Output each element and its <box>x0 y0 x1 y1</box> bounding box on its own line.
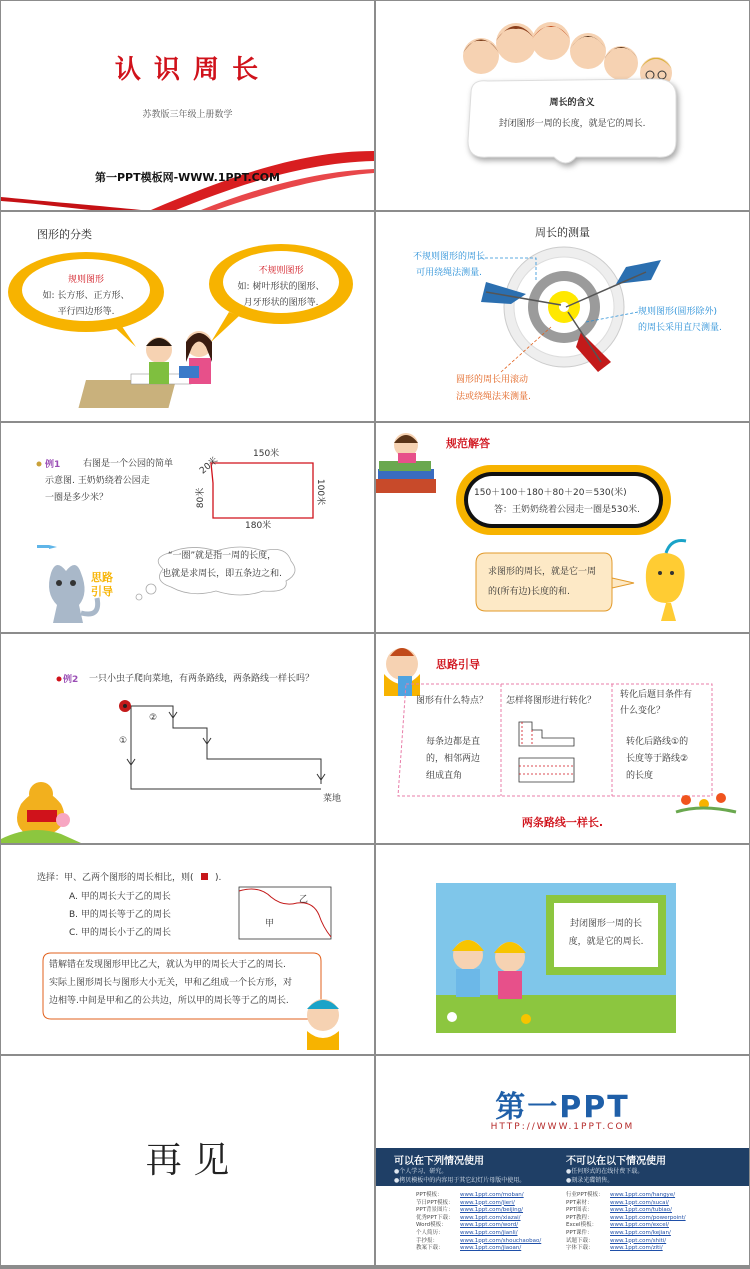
meaning-heading: 周长的含义 <box>549 98 595 108</box>
link-url[interactable]: www.1ppt.com/jieri/ <box>460 1199 515 1206</box>
slide-standard-answer[interactable] <box>376 423 749 632</box>
column-1-body-3: 组成直角 <box>426 771 463 781</box>
can-use-item-2: ●拷贝模板中的内容用于其它幻灯片母版中使用。 <box>394 1177 526 1184</box>
option-b[interactable]: B. 甲的周长等于乙的周长 <box>69 910 171 920</box>
link-url[interactable]: www.1ppt.com/hangye/ <box>610 1192 676 1198</box>
guide-label-line-1: 思路 <box>91 571 113 584</box>
shape-jia-label: 甲 <box>265 919 275 929</box>
classification-title: 图形的分类 <box>37 228 92 241</box>
regular-measure-line-2: 的周长采用直尺测量. <box>638 323 722 333</box>
link-label: Excel模板： <box>566 1222 598 1229</box>
dimension-bottom: 180米 <box>245 521 272 531</box>
brand-url[interactable]: HTTP://WWW.1PPT.COM <box>490 1122 635 1132</box>
link-url[interactable]: www.1ppt.com/kejian/ <box>610 1230 671 1236</box>
link-label: 个人简历： <box>416 1230 444 1236</box>
explanation-line-1: 错解错在发现图形甲比乙大，就认为甲的周长大于乙的周长. <box>49 960 286 970</box>
link-url[interactable]: www.1ppt.com/jiaoan/ <box>460 1245 522 1252</box>
link-label: 手抄报： <box>416 1237 439 1244</box>
option-a[interactable]: A. 甲的周长大于乙的周长 <box>69 892 171 902</box>
link-label: PPT课件： <box>566 1230 593 1236</box>
explanation-line-3: 边相等.中间是甲和乙的公共边，所以甲的周长等于乙的周长. <box>49 996 289 1006</box>
regular-shape-example-1: 如: 长方形、正方形、 <box>42 291 130 301</box>
route-2-label: ② <box>149 713 158 723</box>
column-3-body-1: 转化后路线①的 <box>626 737 689 747</box>
dimension-top: 150米 <box>253 449 280 459</box>
irregular-measure-line-1: 不规则图形的周长 <box>412 252 485 262</box>
example-2-question: 一只小虫子爬向菜地，有两条路线，两条路线一样长吗？ <box>89 674 315 684</box>
link-row <box>416 1192 524 1199</box>
slide-shape-classification[interactable] <box>1 212 374 421</box>
regular-measure-line-1: 规则图形(圆形除外) <box>638 307 718 317</box>
link-row <box>566 1200 669 1207</box>
cannot-use-title: 不可以在以下情况使用 <box>566 1156 666 1167</box>
column-3-heading-1: 转化后题目条件有 <box>620 690 693 700</box>
regular-shape-example-2: 平行四边形等. <box>57 307 115 317</box>
link-url[interactable]: www.1ppt.com/powerpoint/ <box>610 1214 686 1221</box>
slide-perimeter-meaning[interactable] <box>376 1 749 210</box>
guide-title: 思路引导 <box>436 658 480 671</box>
column-3-body-3: 的长度 <box>626 771 654 781</box>
link-row <box>566 1207 672 1214</box>
circle-measure-line-1: 圆形的周长用滚动 <box>456 375 529 385</box>
slide-example-1[interactable] <box>1 423 374 632</box>
link-row <box>566 1222 669 1229</box>
link-label: 行业PPT模板： <box>566 1192 604 1198</box>
link-url[interactable]: www.1ppt.com/shiti/ <box>610 1237 667 1244</box>
example-label: 例1 <box>45 460 61 470</box>
link-row <box>416 1215 521 1222</box>
irregular-shape-example-2: 月牙形状的图形等. <box>243 298 319 308</box>
regular-shape-title: 规则图形 <box>67 275 104 285</box>
park-diagram <box>1 423 374 632</box>
link-label: 教案下载： <box>416 1245 444 1252</box>
column-3-heading-2: 什么变化？ <box>620 706 666 716</box>
column-1-heading: 图形有什么特点？ <box>416 696 489 706</box>
guide-conclusion: 两条路线一样长. <box>521 816 604 829</box>
irregular-shape-title: 不规则图形 <box>258 266 304 276</box>
link-label: PPT图表： <box>566 1207 593 1214</box>
slide-title-text: 认 识 周 长 <box>114 55 261 85</box>
slide-example-2[interactable] <box>1 634 374 843</box>
thought-bubble-line-2: 也就是求周长，即五条边之和. <box>162 569 282 579</box>
link-url[interactable]: www.1ppt.com/tubiao/ <box>610 1207 672 1214</box>
subtitle: 苏教版三年级上册数学 <box>142 110 233 120</box>
link-url[interactable]: www.1ppt.com/shouchaobao/ <box>460 1237 542 1244</box>
question-line-1: 右图是一个公园的简单 <box>83 459 174 469</box>
destination-label: 菜地 <box>323 794 342 804</box>
link-row <box>566 1238 666 1245</box>
guide-label-line-2: 引导 <box>91 585 113 598</box>
link-row <box>416 1238 541 1245</box>
goodbye-text: 再 见 <box>145 1140 230 1181</box>
cannot-use-item-1: ●任何形式的在线付费下载。 <box>566 1168 644 1175</box>
circle-measure-line-2: 法或绕绳法来测量. <box>456 392 531 402</box>
link-label: PPT素材： <box>566 1199 593 1206</box>
usage-banner <box>376 1148 749 1186</box>
link-label: PPT背景图片： <box>416 1207 454 1214</box>
dimension-diagonal: 20米 <box>198 455 221 477</box>
note-line-1: 求图形的周长，就是它一周 <box>488 567 597 577</box>
column-3-body-2: 长度等于路线② <box>626 754 689 764</box>
slide-usage-terms[interactable] <box>376 1056 749 1265</box>
link-url[interactable]: www.1ppt.com/moban/ <box>460 1192 524 1198</box>
link-label: 字体下载： <box>566 1245 594 1252</box>
choice-question: 选择：甲、乙两个图形的周长相比，则( <box>37 873 194 883</box>
link-label: 试题下载： <box>566 1237 594 1244</box>
route-1-label: ① <box>119 736 128 746</box>
option-c[interactable]: C. 甲的周长小于乙的周长 <box>69 928 172 938</box>
note-line-2: 的(所有边)长度的和. <box>488 587 570 597</box>
link-row <box>566 1245 663 1252</box>
question-line-3: 一圈是多少米？ <box>45 493 109 503</box>
explanation-line-2: 实际上图形周长与图形大小无关，甲和乙组成一个长方形，对 <box>49 978 293 988</box>
link-row <box>566 1192 675 1199</box>
slide-perimeter-measurement[interactable] <box>376 212 749 421</box>
frame-text-line-2: 度，就是它的周长. <box>568 937 644 947</box>
link-url[interactable]: www.1ppt.com/excel/ <box>610 1222 669 1229</box>
answer-illustration <box>376 423 749 632</box>
measurement-title: 周长的测量 <box>535 226 590 239</box>
cannot-use-item-2: ●刻录光碟销售。 <box>566 1177 614 1184</box>
route-diagram <box>1 634 374 843</box>
answer-statement: 答：王奶奶绕着公园走一圈是530米. <box>494 505 641 515</box>
link-url[interactable]: www.1ppt.com/beijing/ <box>460 1207 524 1214</box>
shape-yi-label: 乙 <box>299 895 309 905</box>
slide-title[interactable] <box>1 1 374 210</box>
link-url[interactable]: www.1ppt.com/ziti/ <box>610 1245 663 1252</box>
link-row <box>416 1230 518 1237</box>
choice-question-end: ). <box>215 873 222 883</box>
slide-choice-question[interactable] <box>1 845 374 1054</box>
link-url[interactable]: www.1ppt.com/word/ <box>460 1222 519 1229</box>
link-label: PPT教程： <box>566 1214 593 1221</box>
question-line-2: 示意图. 王奶奶绕着公园走 <box>45 476 150 486</box>
link-url[interactable]: www.1ppt.com/xiazai/ <box>460 1214 521 1221</box>
answer-title: 规范解答 <box>446 437 490 450</box>
link-label: Word模板： <box>416 1222 447 1229</box>
link-row <box>566 1215 686 1222</box>
meaning-body: 封闭图形一周的长度，就是它的周长. <box>498 119 646 129</box>
link-row <box>416 1222 518 1229</box>
link-label: 优秀PPT下载： <box>416 1214 454 1221</box>
example-2-label: 例2 <box>63 675 79 685</box>
brand-logo: 第一PPT <box>495 1090 630 1125</box>
dimension-left: 80米 <box>196 487 207 509</box>
thought-bubble-line-1: “一圈”就是指一周的长度， <box>167 551 277 561</box>
can-use-title: 可以在下列情况使用 <box>394 1156 484 1167</box>
link-row <box>566 1230 671 1237</box>
link-label: PPT模板： <box>416 1192 443 1198</box>
can-use-item-1: ●个人学习、研究。 <box>394 1168 448 1175</box>
column-2-heading: 怎样将图形进行转化？ <box>506 696 597 706</box>
link-row <box>416 1207 523 1214</box>
slide-thinking-guide[interactable] <box>376 634 749 843</box>
slide-summary-frame[interactable] <box>376 845 749 1054</box>
slide-goodbye[interactable] <box>1 1056 374 1265</box>
site-name: 第一PPT模板网-WWW.1PPT.COM <box>94 171 281 184</box>
column-1-body-1: 每条边都是直 <box>426 737 481 747</box>
frame-text-line-1: 封闭图形一周的长 <box>569 919 642 929</box>
column-1-body-2: 的，相邻两边 <box>426 754 481 764</box>
dimension-right: 100米 <box>315 478 326 506</box>
irregular-measure-line-2: 可用绕绳法测量. <box>416 268 482 278</box>
children-frame-illustration <box>376 845 749 1054</box>
link-row <box>416 1245 521 1252</box>
choice-answer: B <box>202 874 208 882</box>
irregular-shape-example-1: 如: 树叶形状的图形、 <box>237 282 325 292</box>
answer-equation: 150＋100＋180＋80＋20＝530(米) <box>474 488 627 498</box>
link-label: 节日PPT模板： <box>416 1199 454 1206</box>
link-row <box>416 1200 515 1207</box>
link-url[interactable]: www.1ppt.com/sucai/ <box>610 1199 669 1206</box>
link-url[interactable]: www.1ppt.com/jianli/ <box>460 1230 518 1236</box>
